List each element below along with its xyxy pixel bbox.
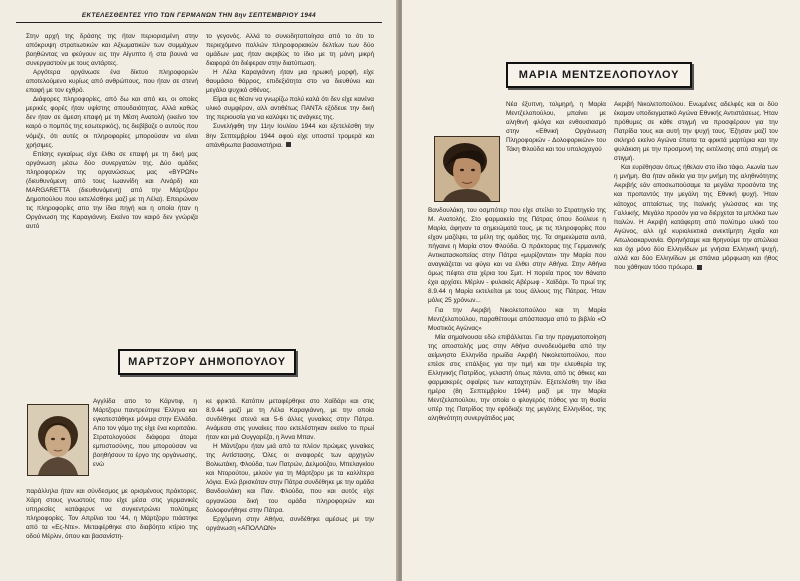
left-top-column-2 xyxy=(206,32,374,150)
left-top-column-1 xyxy=(26,32,198,231)
running-header: ΕΚΤΕΛΕΣΘΕΝΤΕΣ ΥΠΟ ΤΩΝ ΓΕΡΜΑΝΩΝ ΤΗΝ 8ην ΣΕΠΤΕΜΒΡΙΟΥ 1944 xyxy=(81,12,317,19)
left-bottom-column-2 xyxy=(206,397,374,533)
paragraph: Για την Ακριβή Νικολετοπούλου και τη Μαρία Μεντζελοπούλου, παραθέτουμε απόσπασμα από το βιβλίο «Ο Μυστικός Αγώνας» xyxy=(428,306,606,332)
end-mark-icon xyxy=(697,265,702,270)
paragraph: κε φρικτά. Κατόπιν μεταφέρθηκε στο Χαϊδάρι και στις 8.9.44 μαζί με τη Λέλα Καραγιάννη, με την οποία συνδέθηκε στενά και 5-6 άλλες γυναίκες στην Πάτρα. Ανάμεσα στις γυναίκες που εκτελέστηκαν εκείνο το πρωί ήταν και μιά Ουγγαρέζα, η Άννα Μπαν. xyxy=(206,398,374,442)
paragraph xyxy=(614,163,778,272)
paragraph: Διάφορες πληροφορίες, από δω και από κει, οι οποίες μερικές φορές ήταν υψίστης σπουδαιότητας. Αλλά καθώς δεν ήταν σε άμεση επαφή με τη Μέση Ανατολή (εκείνο τον καιρό ο πομπός της εσωτερικός), τις διεβίβαζε ο αυτούς που νόμιζε, ότι αυτές οι πληροφορίες μπορούσαν να είναι χρήσιμες. xyxy=(26,96,198,149)
paragraph-text: Και ευρέθησαν όπως ήθελαν στο ίδιο τάφο. Αιωνία των η μνήμη. Θα ήταν αδικία για την μνήμη της αληθινότητης Ακριβής εάν αποσιωπούσαμε τα μεγάλα προσόντα της και προπαντός την μεγάλη της Εθνική ψυχή. Ήταν κάτοχος απταίστως της Ιταλικής γλώσσας και της Γαλλικής. Μεγάλο προσόν για να διέρχεται τα μπλόκα των Ιταλών. Η Ακριβή κατάφερτη από πολύτιμο υλικό του Αγώνος, αλλ ιχέ κυριολεκτικά ανεκτίμητη Αχαΐα και Αιτωλοακαρνανία. Θρηνήσαμε και θρηνούμε την απώλεια και όχι μόνο δύο Ελληνίδων με γνήσια Ελληνική ψυχή, αλλά και δύο Ελληνίδων με σπάνια μόρφωση και ήθος που χάθηκαν τόσο πρόωρα. xyxy=(614,164,778,271)
right-column-1-side xyxy=(506,100,606,154)
portrait-image xyxy=(28,405,88,475)
left-page xyxy=(0,0,398,581)
paragraph: Επίσης εγκαίρως είχε έλθει σε επαφή με τη δική μας οργάνωση μέσω δύο συνεργατών της. Δύο ομάδες πληροφοριών της οργανώσεως μας «ΒΥΡΩΝ» (διευθυνόμενη από τους Ιωαννίδη και Λινάρδ) και MARGARETTA (διευθυνόμενη) από την Μάρτζορυ Δημοπούλου που εκτελέσθηκε μαζί με τη Λέλα). Επειρώναν τις πληροφορίες απο την ίδια πηγή και η οποία ήταν η Οργάνωση της Καραγιάννη. Εκείνο τον καιρό δεν γνώριζα αυτό xyxy=(26,150,198,230)
portrait-image xyxy=(435,137,499,201)
left-bottom-column-1-side xyxy=(93,397,197,469)
paragraph: Ερχόμενη στην Αθήνα, συνδέθηκε αμέσως με την οργάνωση «ΑΠΟΛΛΩΝ» xyxy=(206,515,374,532)
paragraph-text: Συνελήφθη την 11ην Ιουλίου 1944 και εξετελέσθη την 8ην Σεπτεμβρίου 1944 αφού είχε υποστεί τρομερά και απάνθρωπα βασανιστήρια. xyxy=(206,123,374,149)
paragraph: Αργότερα οργάνωσε ένα δίκτυο πληροφοριών αποτελούμενο κυρίως από ανθρώπους, που ήταν σε στενή επαφή με τον εχθρό. xyxy=(26,69,198,95)
section-title-box xyxy=(118,349,296,375)
paragraph: παράλληλα ήταν και σύνδεσμος με ορισμένους πράκτορες. Χάρη στους γνωστούς που είχε μέσα στις γερμανικές υπηρεσίες κατάφερνε να συγκεντρώνει πολύτιμες πληροφορίες. Τον Απρίλιο του '44, η Μάρτζορυ πιάστηκε από τα «Ες-Ντε». Μεταφέρθηκε στο διαβόητο κτίριο της οδού Μέρλιν, όπου και βασανίστη- xyxy=(26,488,198,541)
header-rule xyxy=(16,22,382,23)
paragraph: Είμαι εις θέσιν να γνωρίζω πολύ καλά ότι δεν είχε κανένα υλικό συμφέρον, αλλ αντιθέτως ΠΑΝΤΑ εξόδευε την δική της περιουσία για να καλύψει τις ανάγκες της. xyxy=(206,96,374,122)
section-title: ΜΑΡΙΑ ΜΕΝΤΖΕΛΟΠΟΥΛΟΥ xyxy=(518,69,680,81)
right-page xyxy=(402,0,800,581)
portrait-photo xyxy=(434,136,500,202)
end-mark-icon xyxy=(286,142,291,147)
paragraph: Μία σημαίνουσα εδώ επιβάλλεται. Για την πραγματοποίηση της αποστολής μας στην Αθήνα συνοδευόμεθα από την αείμνηστο Ελληνίδα ηρωίδα Ακριβή Νικολετοπούλου, που επέσε στις επάλξεις για την τιμή και την ελευθερία της Ελληνικής Πατρίδος, γελαστή όπως πάντα, από τις άθικες και φαρμακερές σφαίρες των καταχτητών. Εξετελέσθη την ίδια ημέρα (8η Σεπτεμβρίου 1944) μαζί με την Μαρία Μεντζελοπούλου, την οποία ο φλογερός πόθος για τη θυσία υπέρ της Πατρίδος την εφόδιαζε της μεγάλης Ελληνίδος, της αληθινότητη συνεργάτιδος μας xyxy=(428,333,606,423)
portrait-photo xyxy=(27,404,89,476)
paragraph: Η Λέλα Καραγιάννη ήταν μια ηρωική μορφή, είχε θαυμάσιο θάρρος, επιδεξιότητα στο να διευθύνει και μεγάλο ψυχικό σθένος. xyxy=(206,69,374,95)
right-column-2 xyxy=(614,100,778,272)
section-title: ΜΑΡΤΖΟΡΥ ΔΗΜΟΠΟΥΛΟΥ xyxy=(128,356,286,368)
paragraph: Βανδουλάκη, του οσμπότερ που είχε στείλει το Στρατηγείο της Μ. Ανατολής. Στο φαρμακείο της Πάτρας όπου δούλευε η Μαρία, άφηναν τα σημειώματά τους, με τις πληροφορίες που είχαν μαζέψει, τα μέλη της ομάδας της. Τα σημειώματα αυτά, πήγαινε η Μαρία στον Φλούδα. Ο πράκτορας της Γερμανικής Αντικατασκοπείας στην Πάτρα «μυρίζονται» την Μαρία που αναγκάζεται να φύγει και να έλθει στην Αθήνα. Στην Αθήνα όμως πέφτει στα χέρια του Σμιτ. Η πορεία προς τον θάνατο έχει αρχίσει. Μέρλιν - φυλακές Αβέρωφ - Χαϊδάρι. Το πρωί της 8.9.44 η Μαρία εκτελείται με τους άλλους της Πάτρας. Ήταν μόλις 25 χρόνων... xyxy=(428,207,606,305)
section-title-box xyxy=(506,62,692,88)
paragraph xyxy=(206,122,374,149)
paragraph: Ακριβή Νικολετοπούλου. Ενωμένες αδελφές και οι δύο έκαμαν υποδειγματικό Αγώνα Εθνικής Αντιστάσεως. Ήταν πρόθυμες σε κάθε στιγμή να προσφέρουν για την Πατρίδα τους και αυτή την ψυχή τους. Έζησαν μαζί τον σκληρό εκείνο Αγώνα έπειτα τα φρικτά μαρτύρια και την φυλάκιση με την προσμονή της εκτέλεσης από στιγμή σε στιγμή. xyxy=(614,101,778,163)
paragraph: Στην αρχή της δράσης της ήταν περιορισμένη στην απόκρυψη στρατιωτικών και Αξιωματικών των συμμάχων βοηθώντας να φεύγουν εις την Αίγυπτο ή στα βουνά να συνεργαστούν με τους αντάρτες. xyxy=(26,33,198,68)
paragraph: Νέα έξυπνη, τολμηρή, η Μαρία Μεντζελοπούλου, μπαίνει με αληθινή φλόγα και ενθουσιασμό στην «Εθνική Οργάνωση Πληροφοριών - Δολοφορικών» του Τάκη Φλούδα και του υπολοχαγού xyxy=(506,101,606,154)
paragraph: το γεγονός. Αλλά το συνειδητοποίησα από το ότι το περιεχόμενο πολλών πληροφοριακών δελτίων των δύο ομάδων μας ήταν ακριβώς το ίδιο με τη μόνη μικρή διαφορά ότι διέφεραν στην διατύπωση. xyxy=(206,33,374,68)
paragraph: Η Μάντζορυ ήταν μιά από τα πλέον πρώιμες γυναίκες της Αντίστασης. Όλες οι αναφορές των αρχηγών Βολιωτάκη, Φλούδα, των Πατρών, Δελμούζου, Μπελαγκίου και Ντορούτου, μιλούν για τη Μάρτζορυ με τα καλλίτερα λόγια. Ενώ βρισκόταν στην Πάτρα συνδέθηκε με την ομάδα Βανδουλάκη και Παν. Φλούδα, που και αυτός είχε οργανώσει δική του ομάδα πληροφοριών και δολοφονήθηκε στην Πάτρα. xyxy=(206,443,374,514)
right-column-1-full xyxy=(428,206,606,423)
left-bottom-column-1-full xyxy=(26,487,198,541)
paragraph: Αγγλίδα απο το Κάρντιφ, η Μάρτζορυ παντρεύτηκε Έλληνα και εγκατεστάθηκε μόνιμα στην Ελλάδα. Απο τον γάμο της είχε ένα κοριτσάκι. Στρατολογούσε διάφορα άτομα εμπιστοσύνης, που μπορούσαν να βοηθήσουν το έργο της οργάνωσης, ενώ xyxy=(93,398,197,469)
